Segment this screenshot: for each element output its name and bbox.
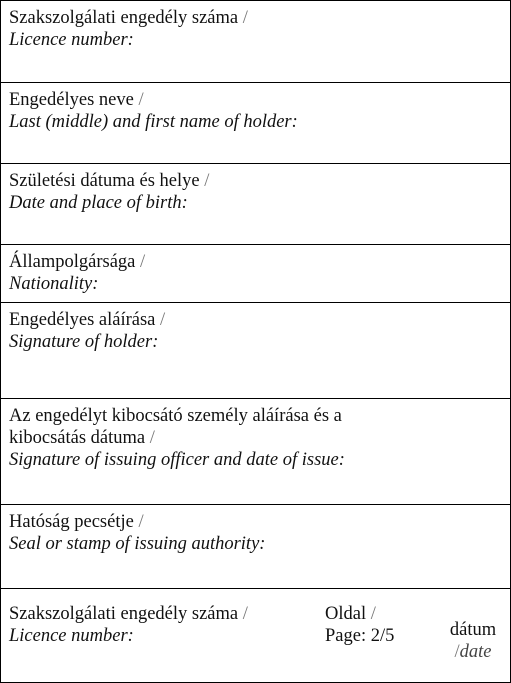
- field-label-hu: Szakszolgálati engedély száma: [9, 8, 239, 28]
- footer-licence-number: [9, 603, 248, 647]
- separator: /: [133, 512, 144, 532]
- field-label-hu: Hatóság pecsétje: [9, 512, 134, 532]
- field-label-en: Nationality:: [9, 274, 99, 294]
- footer-page-label-hu: Oldal: [325, 604, 367, 624]
- separator: /: [145, 428, 155, 448]
- holder-signature-field[interactable]: [1, 303, 510, 399]
- separator: /: [238, 8, 248, 28]
- separator: /: [135, 252, 146, 272]
- field-label-hu: Születési dátuma és helye: [9, 171, 200, 191]
- field-label-hu-line1: Az engedélyt kibocsátó személy aláírása és a: [9, 406, 342, 426]
- separator: /: [133, 90, 144, 110]
- field-label-en: Date and place of birth:: [9, 193, 188, 213]
- separator: /: [199, 171, 210, 191]
- field-label-hu: Engedélyes aláírása: [9, 310, 156, 330]
- issuing-officer-signature-field[interactable]: [1, 399, 510, 505]
- holder-name-field[interactable]: [1, 83, 510, 164]
- field-label-en: Last (middle) and first name of holder:: [9, 112, 298, 132]
- footer-date-label-hu: dátum: [449, 620, 497, 640]
- field-label-hu: Engedélyes neve: [9, 90, 134, 110]
- field-label-en: Licence number:: [9, 30, 134, 50]
- birth-date-place-field[interactable]: [1, 164, 510, 245]
- separator: /: [155, 310, 166, 330]
- separator: /: [366, 604, 376, 624]
- field-label-en: Signature of issuing officer and date of issue:: [9, 450, 345, 470]
- licence-number-field[interactable]: [1, 1, 510, 83]
- footer-page-number: [325, 603, 394, 647]
- footer-licence-label-en: Licence number:: [9, 626, 134, 646]
- footer-page-label-en: Page: 2/5: [325, 626, 395, 646]
- field-label-en: Seal or stamp of issuing authority:: [9, 534, 266, 554]
- page-footer: [1, 589, 510, 682]
- footer-licence-label-hu: Szakszolgálati engedély száma: [9, 604, 239, 624]
- field-label-hu: Állampolgársága: [9, 252, 136, 272]
- field-label-en: Signature of holder:: [9, 332, 159, 352]
- field-label-hu-line2: kibocsátás dátuma: [9, 428, 146, 448]
- separator: /: [454, 642, 460, 662]
- separator: /: [238, 604, 248, 624]
- authority-seal-field[interactable]: [1, 505, 510, 589]
- nationality-field[interactable]: [1, 245, 510, 303]
- footer-date: [443, 619, 503, 663]
- footer-date-label-en: date: [459, 642, 492, 662]
